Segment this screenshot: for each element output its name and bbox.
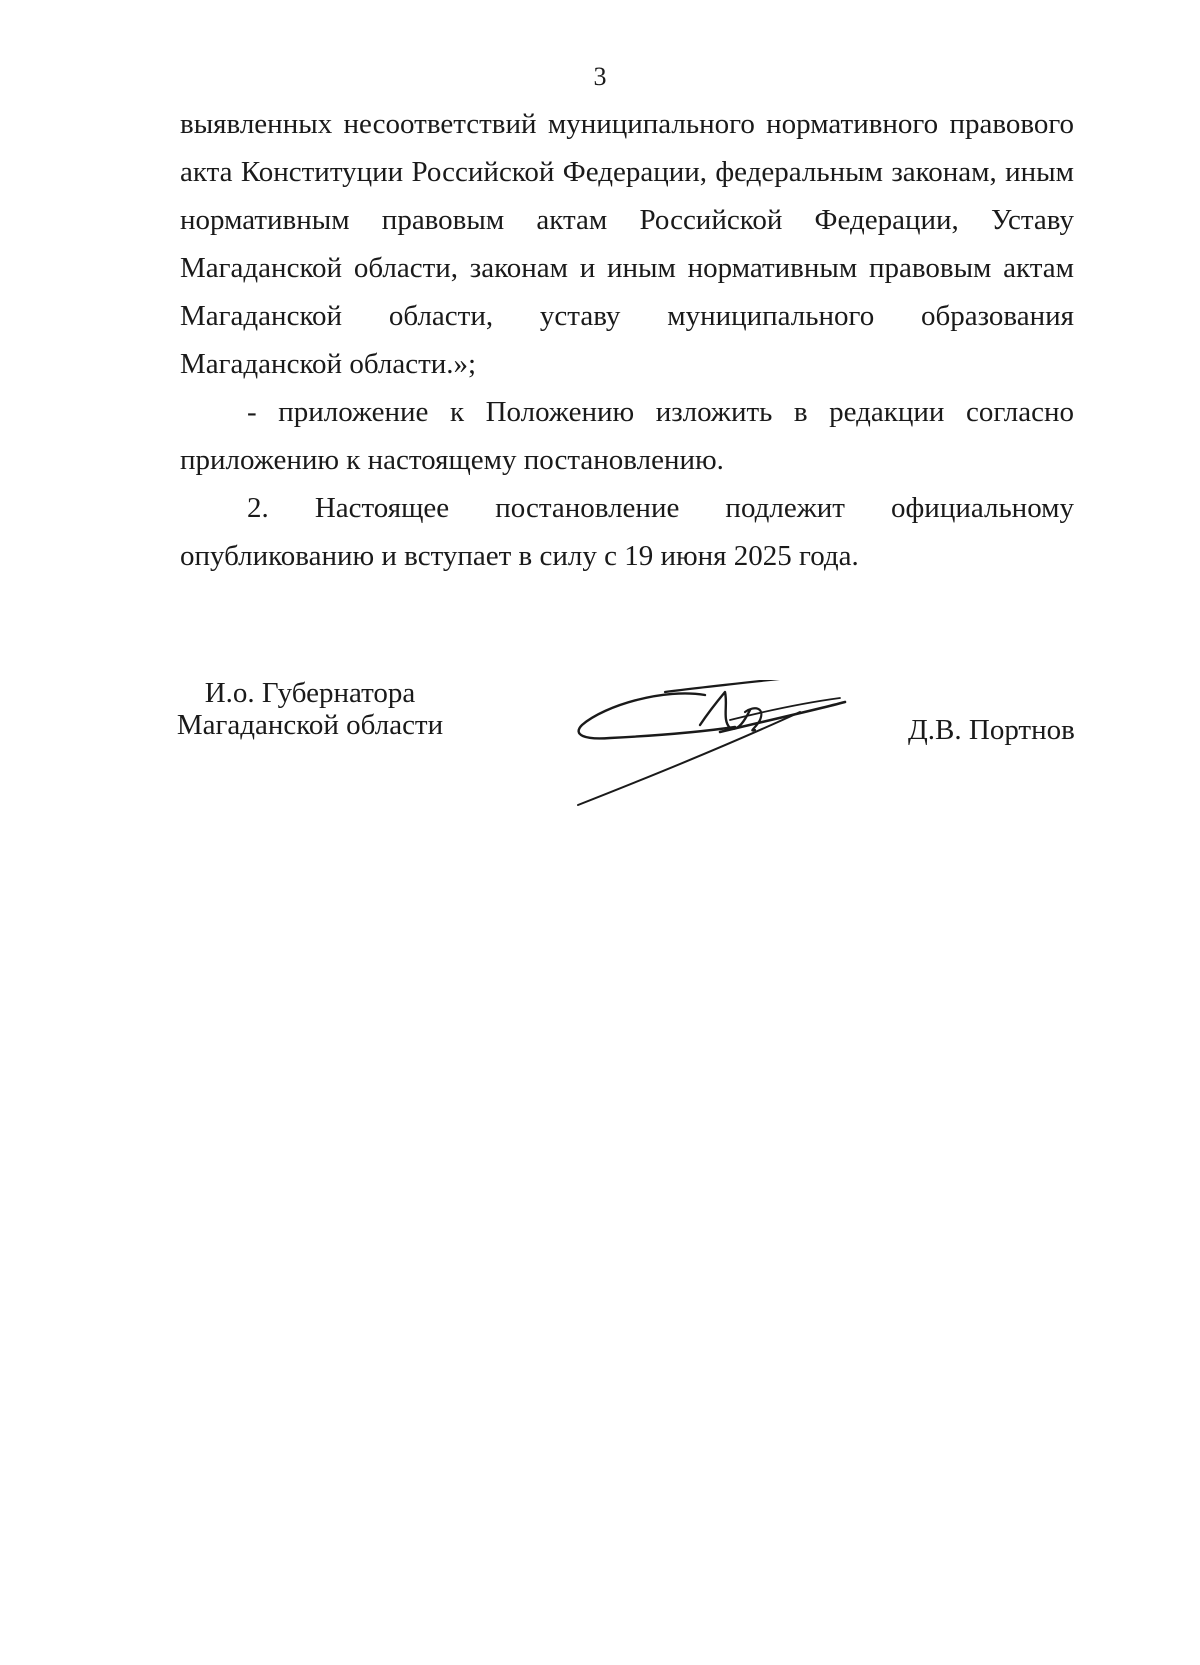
signatory-title bbox=[140, 677, 480, 741]
paragraph-effective-date: 2. Настоящее постановление подлежит официальному опубликованию и вступает в силу с 19 июня 2025 года. bbox=[180, 492, 1074, 572]
paragraph-appendix: - приложение к Положению изложить в редакции согласно приложению к настоящему постановлению. bbox=[180, 396, 1074, 476]
handwritten-signature bbox=[570, 680, 850, 830]
page-number: 3 bbox=[593, 62, 607, 91]
signatory-title-line2: Магаданской области bbox=[176, 709, 444, 741]
paragraph-continuation: выявленных несоответствий муниципального нормативного правового акта Конституции Российской Федерации, федеральным законам, иным нормативным правовым актам Российской Федерации, Уставу Магаданской области, законам и иным нормативным правовым актам Магаданской области, уставу муниципального образования Магаданской области.»; bbox=[180, 108, 1074, 380]
document-body bbox=[180, 100, 1074, 580]
signatory-name: Д.В. Портнов bbox=[908, 714, 1075, 746]
signatory-title-line1: И.о. Губернатора bbox=[204, 677, 416, 709]
